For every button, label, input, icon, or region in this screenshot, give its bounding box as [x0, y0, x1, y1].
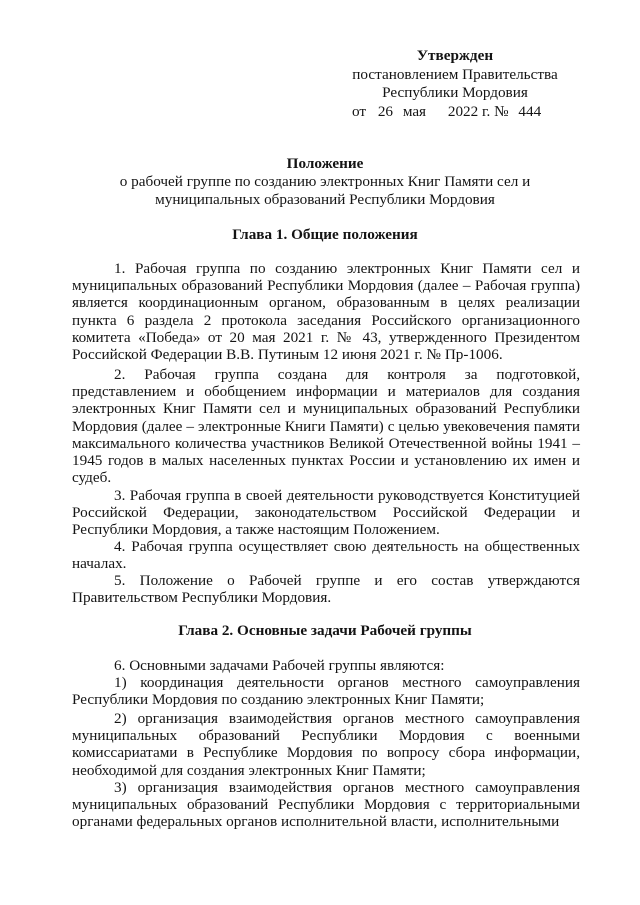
- task-item-3: 3) организация взаимодействия органов местного самоуправления муниципальных образований Республики Мордовия с территориальными органами федеральных органов исполнительной власти, исполнительными: [72, 779, 580, 831]
- paragraph-4: 4. Рабочая группа осуществляет свою деятельность на общественных началах.: [72, 538, 580, 573]
- approval-date-line: [330, 103, 580, 122]
- task-item-2: 2) организация взаимодействия органов местного самоуправления муниципальных образований Республики Мордовия с военными комиссариатами в Республике Мордовия по вопросу сбора информации, необходимой для создания электронных Книг Памяти;: [72, 710, 580, 779]
- approval-date-prefix: от: [352, 102, 367, 120]
- chapter-2-heading: Глава 2. Основные задачи Рабочей группы: [178, 622, 472, 639]
- approval-stamp: [330, 47, 580, 121]
- document-subtitle: о рабочей группе по созданию электронных Книг Памяти сел и муниципальных образований Республики Мордовия: [119, 172, 531, 208]
- paragraph-1: 1. Рабочая группа по созданию электронных Книг Памяти сел и муниципальных образований Республики Мордовия (далее – Рабочая группа) является координационным органом, образованным в целях реализации пункта 6 раздела 2 протокола заседания Российского организационного комитета «Победа» от 20 мая 2021 г. № 43, утвержденного Президентом Российской Федерации В.В. Путиным 12 июня 2021 г. № Пр-1006.: [72, 260, 580, 364]
- approval-month: мая: [402, 102, 427, 120]
- approval-line-1: постановлением Правительства: [352, 65, 558, 83]
- approval-number: 444: [518, 102, 542, 120]
- approval-title: Утвержден: [416, 47, 494, 64]
- task-item-1: 1) координация деятельности органов местного самоуправления Республики Мордовия по созданию электронных Книг Памяти;: [72, 674, 580, 709]
- chapter-1-heading: Глава 1. Общие положения: [232, 226, 418, 243]
- document-title: Положение: [286, 155, 364, 172]
- paragraph-2: 2. Рабочая группа создана для контроля за подготовкой, представлением и обобщением информации и материалов для создания электронных Книг Памяти сел и муниципальных образований Республики Мордовия (далее – электронные Книги Памяти) с целью увековечения памяти максимального количества участников Великой Отечественной войны 1941 – 1945 годов в малых населенных пунктах России и установлению их имен и судеб.: [72, 366, 580, 487]
- approval-day: 26: [377, 102, 394, 120]
- document-title-block: [70, 155, 580, 208]
- paragraph-6: 6. Основными задачами Рабочей группы являются:: [114, 657, 445, 674]
- approval-line-2: Республики Мордовия: [382, 84, 528, 102]
- paragraph-5: 5. Положение о Рабочей группе и его состав утверждаются Правительством Республики Мордовия.: [72, 572, 580, 607]
- paragraph-3: 3. Рабочая группа в своей деятельности руководствуется Конституцией Российской Федерации, законодательством Российской Федерации и Республики Мордовия, а также настоящим Положением.: [72, 487, 580, 539]
- approval-year: 2022 г. №: [447, 102, 509, 120]
